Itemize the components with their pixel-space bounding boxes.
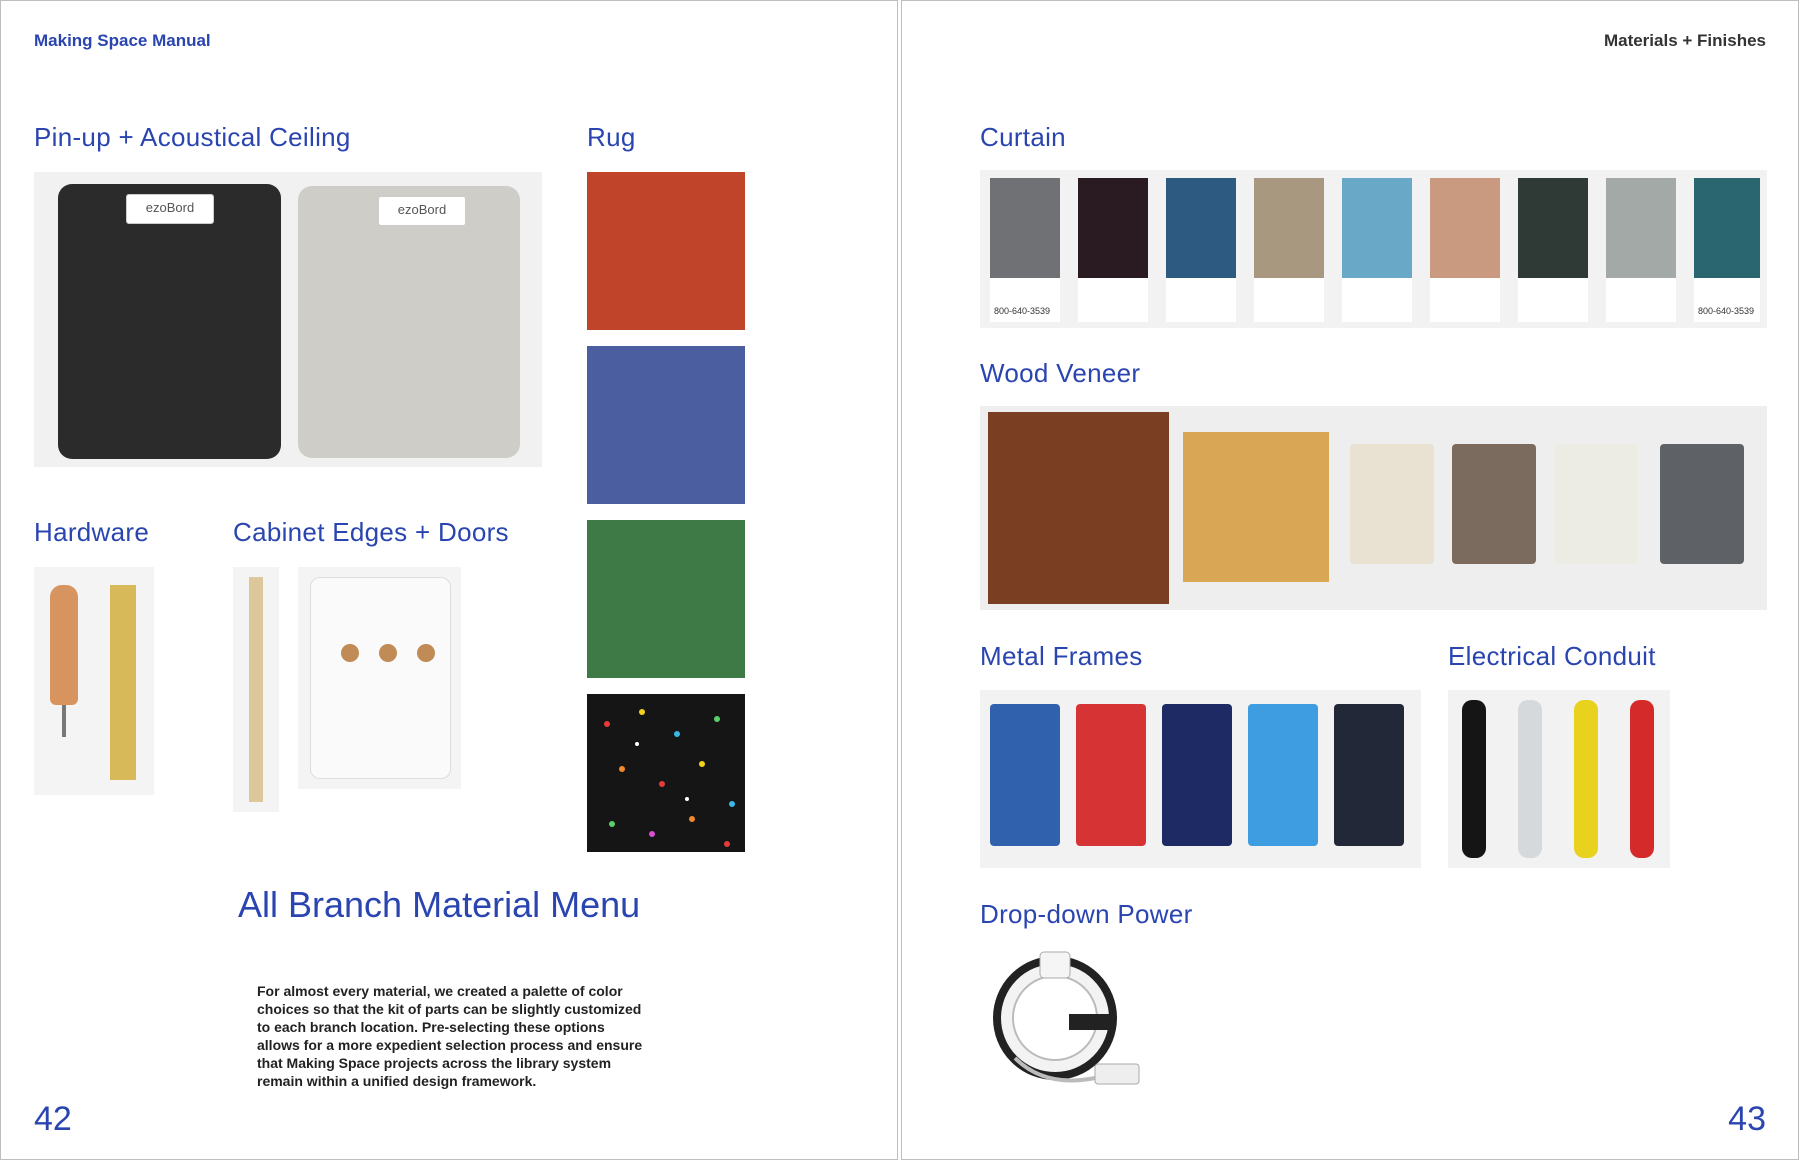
wood-swatch <box>988 412 1169 604</box>
fabric-swatch <box>1606 178 1676 278</box>
rug-swatch-red <box>587 172 745 330</box>
intro-paragraph <box>257 982 652 1090</box>
fabric-swatch <box>1342 178 1412 278</box>
section-title-metal: Metal Frames <box>980 641 1143 671</box>
conduit-tube <box>1462 700 1486 858</box>
body-line: remain within a unified design framework. <box>257 1073 537 1089</box>
body-line: that Making Space projects across the library system <box>257 1055 612 1071</box>
pinup-photo <box>34 172 542 467</box>
section-title-power: Drop-down Power <box>980 899 1193 929</box>
confetti-pattern <box>587 694 745 852</box>
plywood-edge <box>249 577 263 802</box>
hardware-photo <box>34 567 154 795</box>
body-line: For almost every material, we created a palette of color <box>257 983 623 999</box>
section-title-conduit: Electrical Conduit <box>1448 641 1656 671</box>
knob <box>417 644 435 662</box>
fabric-label-card <box>1342 278 1412 322</box>
fabric-label-card <box>1606 278 1676 322</box>
manual-title: Making Space Manual <box>34 31 211 50</box>
chapter-title: Materials + Finishes <box>1603 31 1766 50</box>
fabric-label-card <box>1254 278 1324 322</box>
supplier-phone: 800-640-3539 <box>1698 306 1755 316</box>
laminate-chip <box>1452 444 1536 564</box>
section-title-wood: Wood Veneer <box>980 358 1141 388</box>
body-line: to each branch location. Pre-selecting these options <box>257 1019 605 1035</box>
fabric-label-card <box>1518 278 1588 322</box>
section-title-curtain: Curtain <box>980 122 1066 152</box>
metal-chip <box>1076 704 1146 846</box>
wood-veneer-photo <box>980 406 1767 610</box>
metal-frames-photo <box>980 690 1421 868</box>
fabric-swatch <box>1694 178 1760 278</box>
fabric-swatch <box>1254 178 1324 278</box>
fabric-label-card <box>1430 278 1500 322</box>
fabric-label-card <box>1694 278 1760 322</box>
fabric-swatch <box>1430 178 1500 278</box>
power-reel-photo <box>985 948 1155 1098</box>
page-number-left: 42 <box>34 1100 72 1138</box>
conduit-photo <box>1448 690 1670 868</box>
section-title-pinup: Pin-up + Acoustical Ceiling <box>34 122 351 152</box>
dark-felt-board <box>58 184 281 459</box>
rug-swatch-blue <box>587 346 745 504</box>
cabinet-edge-photo <box>233 567 279 812</box>
fabric-swatch <box>1078 178 1148 278</box>
fabric-label-card <box>1166 278 1236 322</box>
page-number-right: 43 <box>1728 1100 1766 1138</box>
fabric-label-card <box>1078 278 1148 322</box>
knob <box>341 644 359 662</box>
ezobord-tag: ezoBord <box>126 194 214 224</box>
conduit-tube <box>1630 700 1654 858</box>
fabric-label-card <box>990 278 1060 322</box>
conduit-tube <box>1574 700 1598 858</box>
ezobord-tag: ezoBord <box>378 196 466 226</box>
metal-chip <box>990 704 1060 846</box>
wood-swatch <box>1183 432 1329 582</box>
fabric-swatch <box>1518 178 1588 278</box>
body-line: choices so that the kit of parts can be slightly customized <box>257 1001 642 1017</box>
curtain-photo <box>980 170 1767 328</box>
cabinet-door-photo <box>298 567 461 789</box>
cabinet-door-sample <box>310 577 451 779</box>
wood-leg <box>50 585 78 705</box>
knob <box>379 644 397 662</box>
brass-bar <box>110 585 136 780</box>
cord-reel-icon <box>985 948 1155 1098</box>
section-title-hardware: Hardware <box>34 517 150 547</box>
leg-screw <box>62 705 66 737</box>
metal-chip <box>1162 704 1232 846</box>
metal-chip <box>1334 704 1404 846</box>
metal-chip <box>1248 704 1318 846</box>
section-title-rug: Rug <box>587 122 636 152</box>
supplier-phone: 800-640-3539 <box>994 306 1051 316</box>
fabric-swatch <box>1166 178 1236 278</box>
light-felt-board <box>298 186 520 458</box>
laminate-chip <box>1554 444 1638 564</box>
section-title-cabinet: Cabinet Edges + Doors <box>233 517 509 547</box>
conduit-tube <box>1518 700 1542 858</box>
laminate-chip <box>1350 444 1434 564</box>
laminate-chip <box>1660 444 1744 564</box>
body-line: allows for a more expedient selection process and ensure <box>257 1037 643 1053</box>
rug-swatch-confetti <box>587 694 745 852</box>
rug-swatch-green <box>587 520 745 678</box>
spread-title: All Branch Material Menu <box>238 884 641 925</box>
fabric-swatch <box>990 178 1060 278</box>
